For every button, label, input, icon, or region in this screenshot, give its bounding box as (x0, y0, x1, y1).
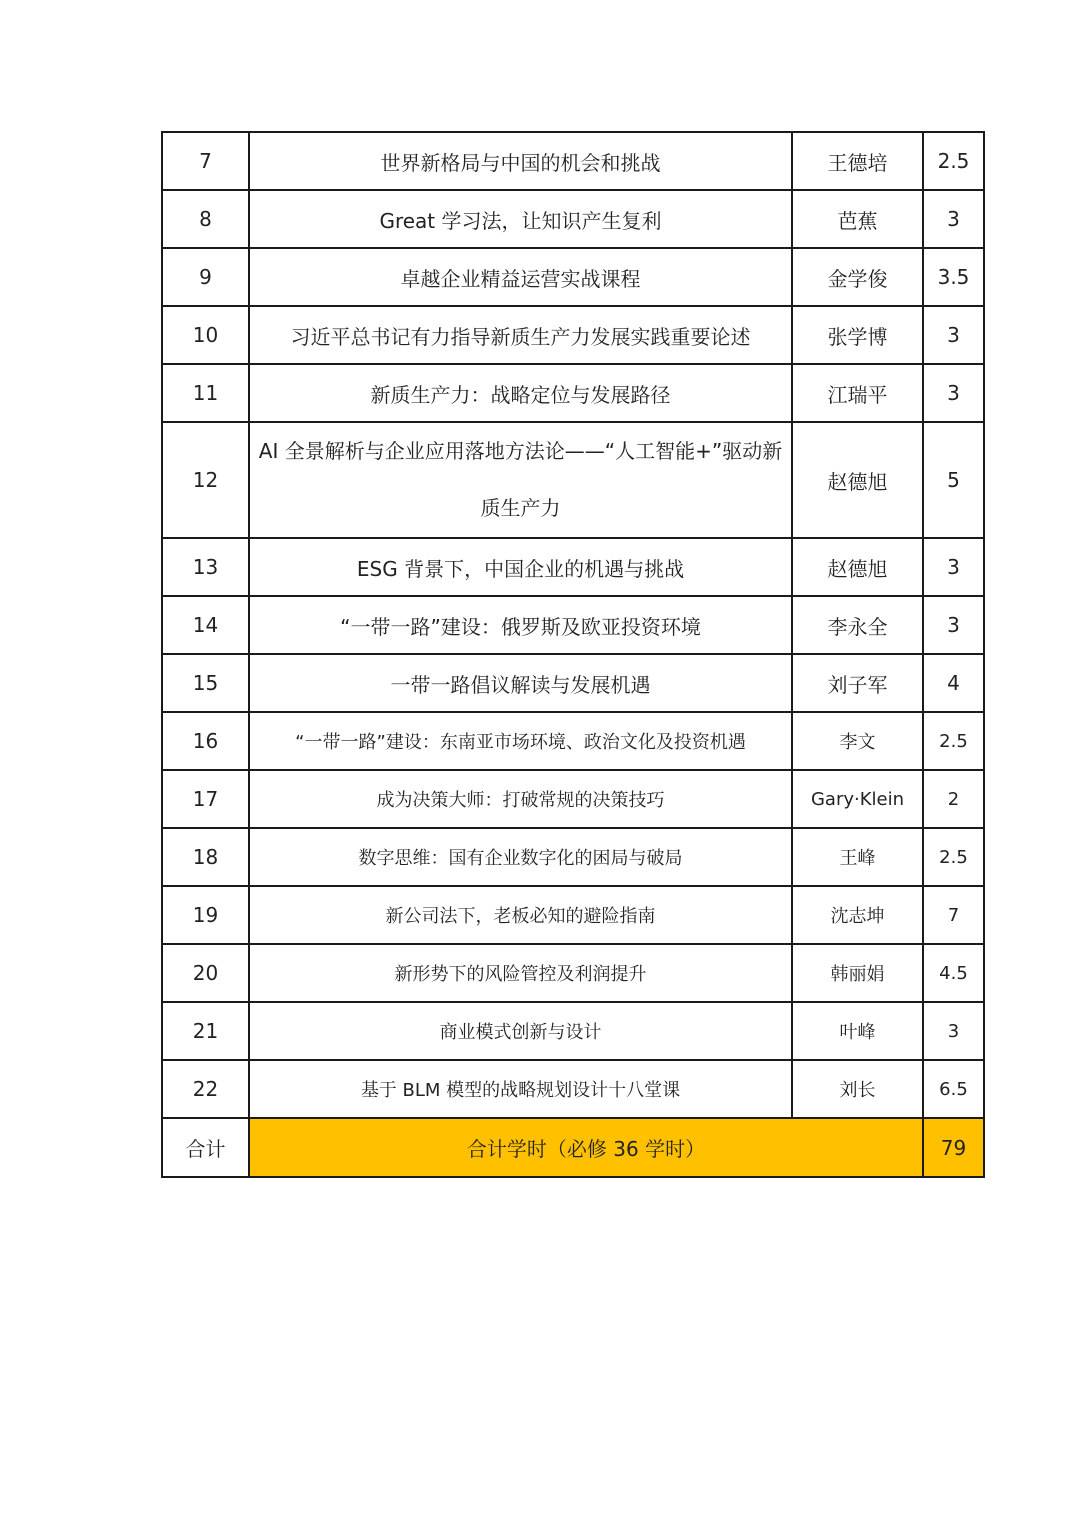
course-hours: 4 (923, 654, 984, 712)
row-number: 21 (162, 1002, 249, 1060)
teacher-name: 芭蕉 (792, 190, 923, 248)
course-hours: 3.5 (923, 248, 984, 306)
teacher-name: 韩丽娟 (792, 944, 923, 1002)
table-row (162, 596, 984, 654)
row-number: 9 (162, 248, 249, 306)
teacher-name: 张学博 (792, 306, 923, 364)
table-row (162, 364, 984, 422)
table-row (162, 886, 984, 944)
course-title: “一带一路”建设：俄罗斯及欧亚投资环境 (249, 596, 792, 654)
table-row (162, 944, 984, 1002)
course-title: 基于 BLM 模型的战略规划设计十八堂课 (249, 1060, 792, 1118)
course-title: 新形势下的风险管控及利润提升 (249, 944, 792, 1002)
teacher-name: Gary·Klein (792, 770, 923, 828)
course-title: 卓越企业精益运营实战课程 (249, 248, 792, 306)
course-title: AI 全景解析与企业应用落地方法论——“人工智能+”驱动新质生产力 (249, 422, 792, 538)
teacher-name: 江瑞平 (792, 364, 923, 422)
table-row (162, 1060, 984, 1118)
course-title: 新公司法下，老板必知的避险指南 (249, 886, 792, 944)
course-hours: 2 (923, 770, 984, 828)
course-hours: 7 (923, 886, 984, 944)
row-number: 18 (162, 828, 249, 886)
row-number: 11 (162, 364, 249, 422)
course-title: Great 学习法，让知识产生复利 (249, 190, 792, 248)
table-row (162, 422, 984, 538)
row-number: 22 (162, 1060, 249, 1118)
table-row (162, 132, 984, 190)
course-title: 习近平总书记有力指导新质生产力发展实践重要论述 (249, 306, 792, 364)
course-hours: 2.5 (923, 132, 984, 190)
course-table (161, 131, 985, 1178)
course-hours: 3 (923, 538, 984, 596)
course-title: 一带一路倡议解读与发展机遇 (249, 654, 792, 712)
row-number: 8 (162, 190, 249, 248)
total-hours-value: 79 (923, 1118, 984, 1177)
course-hours: 3 (923, 1002, 984, 1060)
course-title: 成为决策大师：打破常规的决策技巧 (249, 770, 792, 828)
course-hours: 3 (923, 364, 984, 422)
teacher-name: 金学俊 (792, 248, 923, 306)
table-row (162, 1002, 984, 1060)
teacher-name: 王德培 (792, 132, 923, 190)
teacher-name: 王峰 (792, 828, 923, 886)
table-row (162, 248, 984, 306)
course-hours: 3 (923, 306, 984, 364)
row-number: 14 (162, 596, 249, 654)
course-title: ESG 背景下，中国企业的机遇与挑战 (249, 538, 792, 596)
course-title: 新质生产力：战略定位与发展路径 (249, 364, 792, 422)
total-label: 合计 (162, 1118, 249, 1177)
teacher-name: 刘长 (792, 1060, 923, 1118)
table-row (162, 828, 984, 886)
row-number: 15 (162, 654, 249, 712)
course-title: “一带一路”建设：东南亚市场环境、政治文化及投资机遇 (249, 712, 792, 770)
course-title: 商业模式创新与设计 (249, 1002, 792, 1060)
row-number: 20 (162, 944, 249, 1002)
table-row (162, 654, 984, 712)
course-hours: 2.5 (923, 712, 984, 770)
teacher-name: 赵德旭 (792, 422, 923, 538)
teacher-name: 李文 (792, 712, 923, 770)
teacher-name: 沈志坤 (792, 886, 923, 944)
course-title: 数字思维：国有企业数字化的困局与破局 (249, 828, 792, 886)
course-hours: 4.5 (923, 944, 984, 1002)
row-number: 19 (162, 886, 249, 944)
table-row (162, 538, 984, 596)
table-row (162, 306, 984, 364)
course-title: 世界新格局与中国的机会和挑战 (249, 132, 792, 190)
row-number: 17 (162, 770, 249, 828)
teacher-name: 赵德旭 (792, 538, 923, 596)
row-number: 16 (162, 712, 249, 770)
teacher-name: 刘子军 (792, 654, 923, 712)
row-number: 7 (162, 132, 249, 190)
row-number: 12 (162, 422, 249, 538)
total-hours-title: 合计学时（必修 36 学时） (249, 1118, 923, 1177)
teacher-name: 叶峰 (792, 1002, 923, 1060)
row-number: 13 (162, 538, 249, 596)
course-hours: 6.5 (923, 1060, 984, 1118)
teacher-name: 李永全 (792, 596, 923, 654)
total-row (162, 1118, 984, 1177)
course-hours: 2.5 (923, 828, 984, 886)
table-row (162, 190, 984, 248)
table-row (162, 712, 984, 770)
row-number: 10 (162, 306, 249, 364)
course-hours: 3 (923, 596, 984, 654)
course-hours: 3 (923, 190, 984, 248)
course-hours: 5 (923, 422, 984, 538)
table-row (162, 770, 984, 828)
